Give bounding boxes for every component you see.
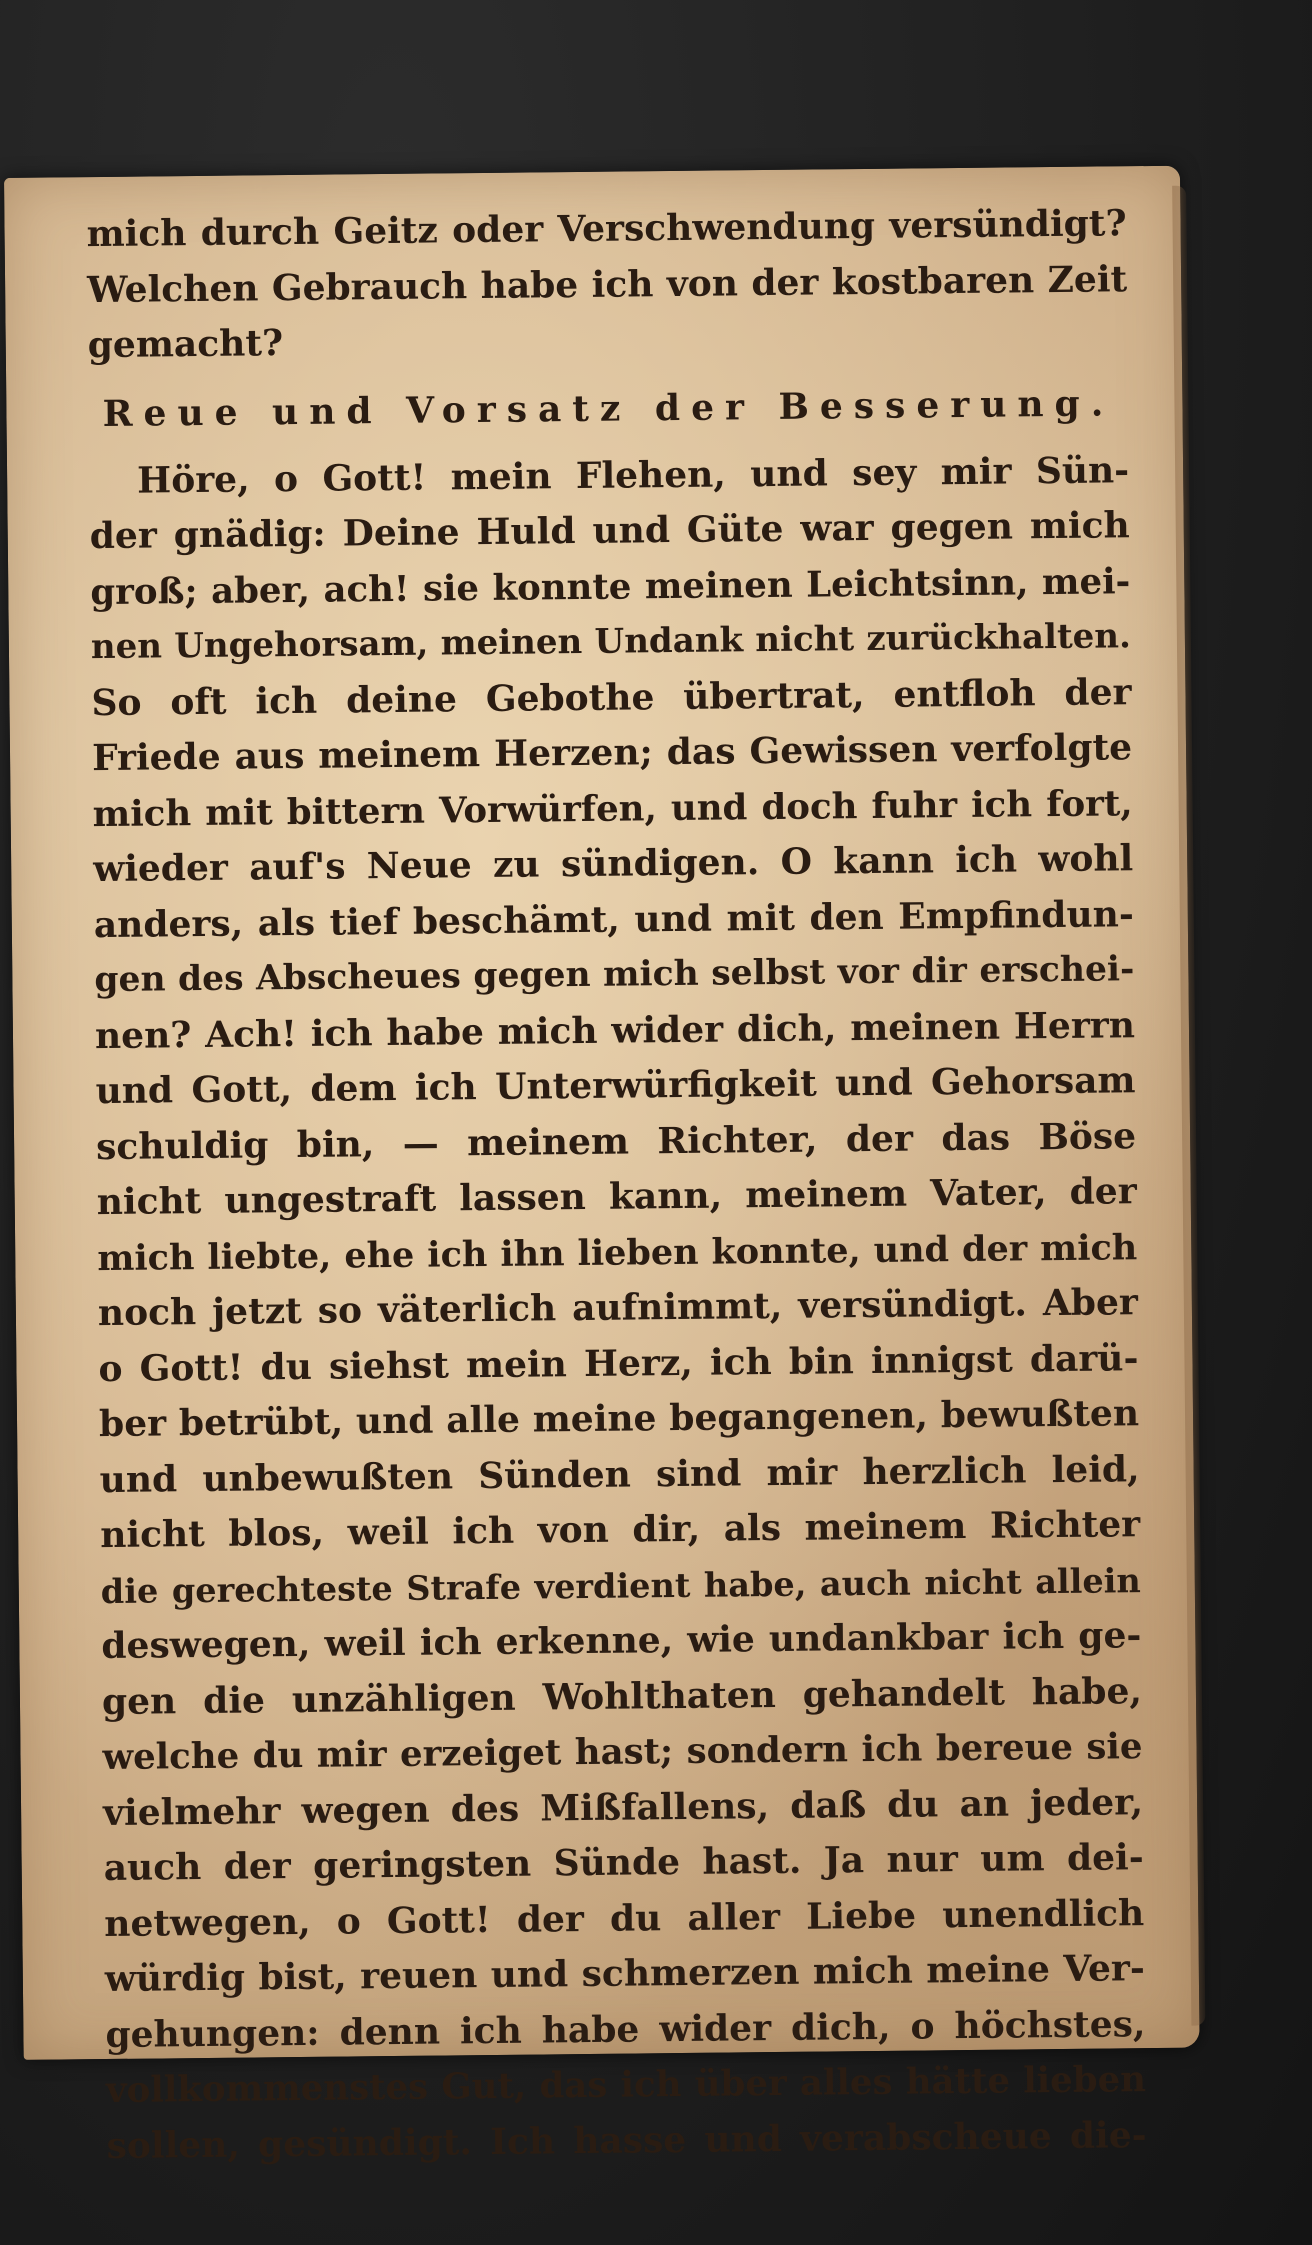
- text-line: deswegen, weil ich erkenne, wie undankbar ich ge-: [101, 1614, 1142, 1668]
- text-line: welche du mir erzeiget hast; sondern ich bereue sie: [102, 1726, 1143, 1779]
- text-line: würdig bist, reuen und schmerzen mich meine Ver-: [104, 1947, 1146, 2001]
- text-line: auch der geringsten Sünde hast. Ja nur um dei-: [103, 1836, 1144, 1890]
- text-line: vielmehr wegen des Mißfallens, daß du an jeder,: [102, 1780, 1144, 1834]
- text-line: gehungen: denn ich habe wider dich, o höchstes,: [105, 2002, 1146, 2056]
- book-page: [4, 166, 1200, 2167]
- text-line: der gnädig: Deine Huld und Güte war gegen mich: [89, 504, 1130, 558]
- text-line: gen die unzähligen Wohlthaten gehandelt habe,: [101, 1669, 1143, 1723]
- text-line: mich mit bittern Vorwürfen, und doch fuhr ich fort,: [92, 782, 1133, 835]
- text-line: noch jetzt so väterlich aufnimmt, versündigt. Aber: [97, 1281, 1139, 1335]
- text-line: ber betrübt, und alle meine begangenen, bewußten: [98, 1392, 1140, 1446]
- preceding-text: [86, 196, 1128, 373]
- section-heading: Reue und Vorsatz der Besserung.: [102, 381, 1115, 435]
- text-line: die gerechteste Strafe verdient habe, auch nicht allein: [100, 1560, 1141, 1611]
- text-line: So oft ich deine Gebothe übertrat, entfloh der: [91, 670, 1132, 724]
- text-line: Friede aus meinem Herzen; das Gewissen verfolgte: [91, 726, 1133, 780]
- text-line: und unbewußten Sünden sind mir herzlich leid,: [99, 1447, 1140, 1501]
- text-line: groß; aber, ach! sie konnte meinen Leichtsinn, mei-: [90, 560, 1131, 613]
- text-line: Welchen Gebrauch habe ich von der kostbaren Zeit: [86, 257, 1128, 311]
- text-line: und Gott, dem ich Unterwürfigkeit und Gehorsam: [95, 1059, 1136, 1113]
- text-line: sollen, gesündigt. Ich hasse und verabscheue die-: [106, 2113, 1147, 2167]
- text-line: gemacht?: [87, 322, 284, 367]
- text-line: o Gott! du siehst mein Herz, ich bin innigst darü-: [98, 1336, 1139, 1390]
- text-line: netwegen, o Gott! der du aller Liebe unendlich: [104, 1891, 1145, 1945]
- text-line: Höre, o Gott! mein Flehen, und sey mir Sün-: [136, 448, 1130, 502]
- prayer-paragraph: [89, 443, 1147, 2174]
- text-line: gen des Abscheues gegen mich selbst vor dir erschei-: [94, 949, 1135, 1001]
- text-line: nicht ungestraft lassen kann, meinem Vater, der: [96, 1170, 1137, 1224]
- text-line: nen? Ach! ich habe mich wider dich, meinen Herrn: [94, 1003, 1136, 1057]
- text-line: anders, als tief beschämt, und mit den Empfindun-: [93, 892, 1134, 946]
- text-line: mich durch Geitz oder Verschwendung versündigt?: [86, 202, 1127, 256]
- page-text: [86, 196, 1147, 2174]
- text-line: vollkommenstes Gut, das ich über alles hätte lieben: [105, 2059, 1147, 2112]
- text-line: wieder auf's Neue zu sündigen. O kann ich wohl: [93, 837, 1134, 891]
- text-line: mich liebte, ehe ich ihn lieben konnte, und der mich: [97, 1226, 1138, 1279]
- text-line: schuldig bin, — meinem Richter, der das Böse: [95, 1114, 1137, 1168]
- text-line: nen Ungehorsam, meinen Undank nicht zurückhalten.: [90, 616, 1132, 668]
- text-line: nicht blos, weil ich von dir, als meinem Richter: [99, 1503, 1141, 1557]
